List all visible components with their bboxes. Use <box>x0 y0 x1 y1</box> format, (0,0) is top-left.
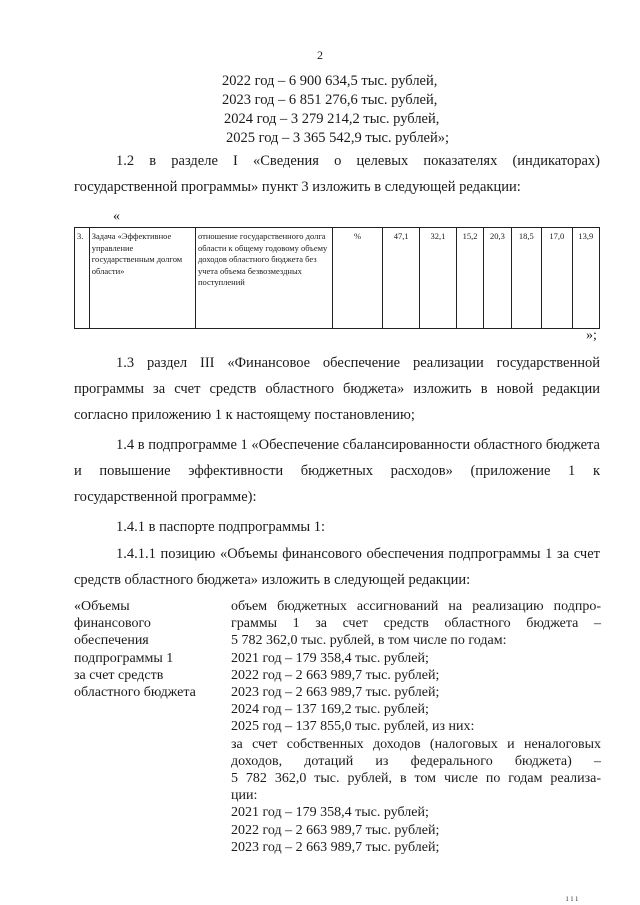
passport-line: 2021 год – 179 358,4 тыс. рублей; <box>231 805 429 821</box>
paragraph-text: 1.4.1 в паспорте подпрограммы 1: <box>116 519 326 535</box>
passport-line: 2022 год – 2 663 989,7 тыс. рублей; <box>231 822 440 838</box>
passport-label-line: «Объемы <box>74 599 130 614</box>
indicator-cell: отношение государственного долга области к общему годовому объему доходов областного бюджета без учета объема безвозмездных поступлений <box>195 228 332 329</box>
value-cell: 13,9 <box>572 228 599 329</box>
passport-line: 2022 год – 2 663 989,7 тыс. рублей; <box>231 667 440 683</box>
paragraph-1-4-1 <box>74 514 600 540</box>
value-cell: 15,2 <box>456 228 483 329</box>
year-line: 2024 год – 3 279 214,2 тыс. рублей, <box>224 111 440 127</box>
passport-label <box>74 598 224 701</box>
passport-line: объем бюджетных ассигнований на реализацию подпро- <box>231 599 601 614</box>
quote-close: »; <box>586 328 597 343</box>
paragraph-text: 1.4 в подпрограмме 1 «Обеспечение сбалансированности областного бюджета и повышение эффективности бюджетных расходов» (приложение 1 к государственной программе): <box>74 437 600 505</box>
passport-content <box>231 598 601 856</box>
indicator-table <box>74 227 600 329</box>
years-block <box>222 72 449 148</box>
passport-line: ции: <box>231 788 258 804</box>
paragraph-1-2 <box>74 148 600 200</box>
value-cell: 18,5 <box>511 228 542 329</box>
passport-line: граммы 1 за счет средств областного бюджета – <box>231 616 601 632</box>
passport-line: за счет собственных доходов (налоговых и неналоговых <box>231 736 601 752</box>
unit-cell: % <box>332 228 383 329</box>
passport-line: доходов, дотаций из федерального бюджета) – <box>231 753 601 769</box>
row-number: 3. <box>75 228 90 329</box>
year-line: 2025 год – 3 365 542,9 тыс. рублей»; <box>226 130 450 146</box>
value-cell: 47,1 <box>383 228 420 329</box>
footer-mark: ı ı ı <box>566 893 579 903</box>
paragraph-1-4 <box>74 432 600 510</box>
passport-line: 2024 год – 137 169,2 тыс. рублей; <box>231 702 429 718</box>
passport-line: 2025 год – 137 855,0 тыс. рублей, из них: <box>231 719 475 735</box>
passport-label-line: подпрограммы 1 <box>74 650 174 666</box>
table-row <box>75 228 600 329</box>
paragraph-text: 1.3 раздел III «Финансовое обеспечение реализации государственной программы за счет средств областного бюджета» изложить в новой редакции согласно приложению 1 к настоящему постановлению; <box>74 355 600 423</box>
paragraph-text: 1.4.1.1 позицию «Объемы финансового обеспечения подпрограммы 1 за счет средств областного бюджета» изложить в следующей редакции: <box>74 546 600 588</box>
year-line: 2022 год – 6 900 634,5 тыс. рублей, <box>222 73 438 89</box>
passport-line: 2023 год – 2 663 989,7 тыс. рублей; <box>231 839 440 855</box>
passport-label-line: областного бюджета <box>74 685 196 701</box>
task-cell: Задача «Эффективное управление государственным долгом области» <box>89 228 195 329</box>
passport-line: 2021 год – 179 358,4 тыс. рублей; <box>231 650 429 666</box>
passport-label-line: обеспечения <box>74 633 149 649</box>
value-cell: 17,0 <box>542 228 573 329</box>
passport-label-line: финансового <box>74 616 151 632</box>
paragraph-1-3 <box>74 350 600 428</box>
quote-open: « <box>113 209 120 224</box>
passport-label-line: за счет средств <box>74 667 164 683</box>
value-cell: 20,3 <box>484 228 511 329</box>
paragraph-text: 1.2 в разделе I «Сведения о целевых показателях (индикаторах) государственной программы» пункт 3 изложить в следующей редакции: <box>74 153 600 195</box>
passport-line: 5 782 362,0 тыс. рублей, в том числе по годам: <box>231 633 507 649</box>
value-cell: 32,1 <box>420 228 457 329</box>
passport-line: 5 782 362,0 тыс. рублей, в том числе по годам реализа- <box>231 771 601 787</box>
paragraph-1-4-1-1 <box>74 541 600 593</box>
year-line: 2023 год – 6 851 276,6 тыс. рублей, <box>222 92 438 108</box>
page-number: 2 <box>317 48 323 62</box>
passport-line: 2023 год – 2 663 989,7 тыс. рублей; <box>231 685 440 701</box>
